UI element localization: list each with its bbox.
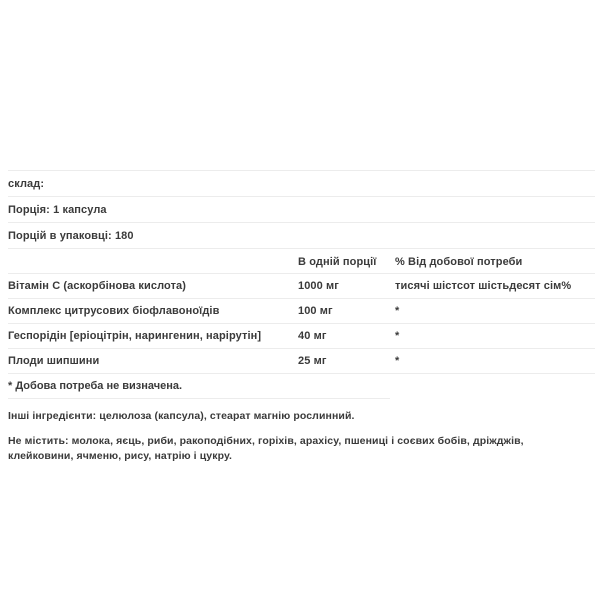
does-not-contain-note <box>0 434 591 464</box>
ingredient-name: Геспорідін [еріоцітрін, нарингенин, нарірутін] <box>8 330 262 342</box>
ingredient-name: Комплекс цитрусових біофлавоноїдів <box>8 305 220 317</box>
composition-label: склад: <box>8 178 45 190</box>
daily-value-footnote-text: * Добова потреба не визначена. <box>8 380 183 392</box>
header-amount: В одній порції <box>298 256 377 268</box>
servings-per-container-label: Порцій в упаковці: 180 <box>8 230 134 242</box>
does-not-contain-text: Не містить: молока, яєць, риби, ракоподібних, горіхів, арахісу, пшениці і соєвих бобів, дріжджів, клейковини, ячменю, рису, натрію і цукру. <box>8 435 524 462</box>
supplement-facts-panel <box>0 170 600 464</box>
ingredient-amount: 40 мг <box>298 330 327 342</box>
ingredient-daily-value: тисячі шістсот шістьдесят сім% <box>395 280 572 292</box>
header-daily-value: % Від добової потреби <box>395 256 523 268</box>
ingredient-name: Плоди шипшини <box>8 355 100 367</box>
table-row <box>0 324 600 348</box>
composition-row <box>0 171 600 196</box>
serving-size-row <box>0 197 600 222</box>
serving-size-label: Порція: 1 капсула <box>8 204 107 216</box>
other-ingredients-note <box>0 409 591 424</box>
table-row <box>0 299 600 323</box>
ingredient-daily-value: * <box>395 330 400 342</box>
ingredient-daily-value: * <box>395 355 400 367</box>
ingredient-amount: 100 мг <box>298 305 333 317</box>
table-header-row <box>0 249 600 273</box>
ingredient-amount: 1000 мг <box>298 280 339 292</box>
ingredient-amount: 25 мг <box>298 355 327 367</box>
partial-divider <box>8 398 390 399</box>
ingredient-daily-value: * <box>395 305 400 317</box>
table-row <box>0 274 600 298</box>
table-row <box>0 349 600 373</box>
daily-value-footnote <box>0 374 600 398</box>
servings-per-container-row <box>0 223 600 248</box>
ingredient-name: Вітамін C (аскорбінова кислота) <box>8 280 187 292</box>
other-ingredients-text: Інші інгредієнти: целюлоза (капсула), стеарат магнію рослинний. <box>8 410 355 422</box>
